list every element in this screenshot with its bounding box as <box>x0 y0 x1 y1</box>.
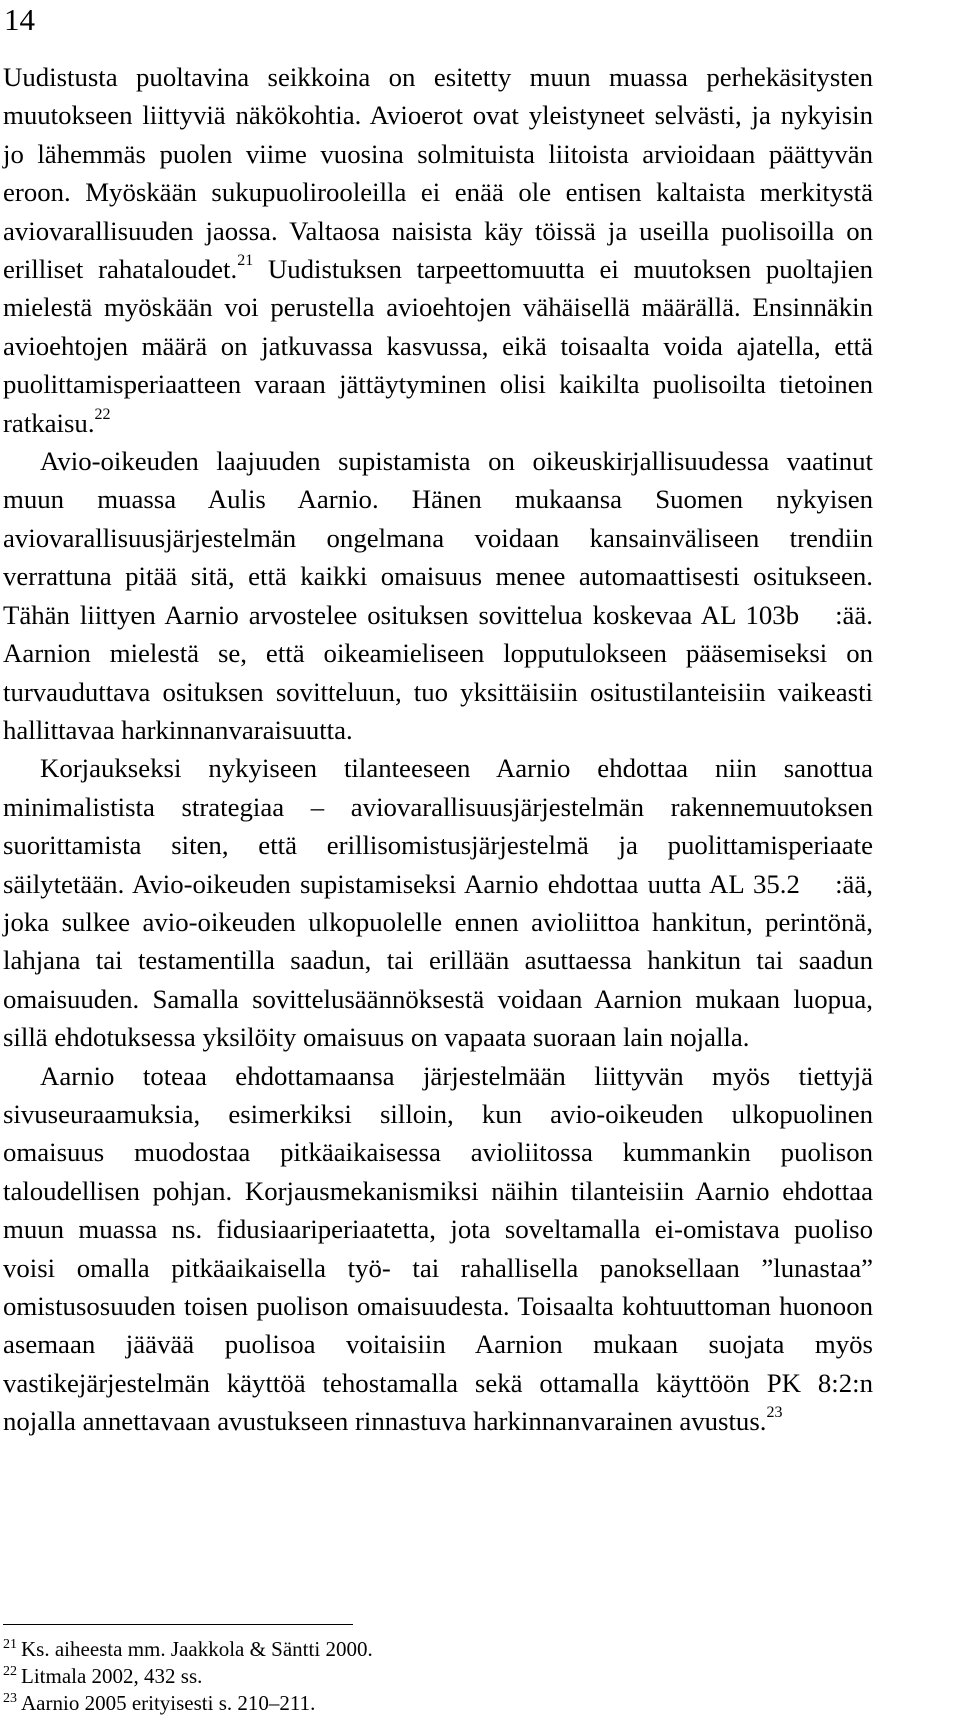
footnote-divider <box>3 1624 353 1625</box>
footnote-number: 21 <box>3 1637 17 1652</box>
footnote-text: Aarnio 2005 erityisesti s. 210–211. <box>21 1691 316 1715</box>
footnote <box>3 1636 873 1663</box>
text-run: Uudistusta puoltavina seikkoina on esitetty muun muassa perhekäsitysten muutokseen liittyviä näkökohtia. Avioerot ovat yleistyneet selvästi, ja nykyisin jo lähemmäs puolen viime vuosina solmituista liitoista arvioidaan päättyvän eroon. Myöskään sukupuolirooleilla ei enää ole entisen kaltaista merkitystä aviovarallisuuden jaossa. Valtaosa naisista käy töissä ja useilla puolisoilla on erilliset rahataloudet. <box>3 62 873 285</box>
text-run: Avio-oikeuden laajuuden supistamista on oikeuskirjallisuudessa vaatinut muun muassa Aulis Aarnio. Hänen mukaansa Suomen nykyisen aviovarallisuusjärjestelmän ongelmana voidaan kansainväliseen trendiin verrattuna pitää sitä, että kaikki omaisuus menee automaattisesti ositukseen. Tähän liittyen Aarnio arvostelee osituksen sovittelua koskevaa AL 103b <box>3 446 873 630</box>
text-run: :ää. Aarnion mielestä se, että oikeamieliseen lopputulokseen pääsemiseksi on turvauduttava osituksen sovitteluun, tuo yksittäisiin ositustilanteisiin vaikeasti hallittavaa harkinnanvaraisuutta. <box>3 599 873 745</box>
page-number: 14 <box>4 2 35 37</box>
footnote-text: Litmala 2002, 432 ss. <box>21 1664 203 1688</box>
footnote-reference: 23 <box>766 1404 783 1422</box>
text-run: :ää, joka sulkee avio-oikeuden ulkopuolelle ennen avioliittoa hankitun, perintönä, lahjana tai testamentilla saadun, tai erillään asuttaessa hankitun tai saadun omaisuuden. Samalla sovittelusäännöksestä voidaan Aarnion mukaan luopua, sillä ehdotuksessa yksilöity omaisuus on vapaata suoraan lain nojalla. <box>3 868 873 1053</box>
footnotes <box>3 1636 873 1717</box>
footnote-text: Ks. aiheesta mm. Jaakkola & Säntti 2000. <box>21 1637 373 1661</box>
paragraph <box>3 749 873 1056</box>
body-text <box>3 58 873 1441</box>
text-run: Aarnio toteaa ehdottamaansa järjestelmään liittyvän myös tiettyjä sivuseuraamuksia, esimerkiksi silloin, kun avio-oikeuden ulkopuolinen omaisuus muodostaa pitkäaikaisessa avioliitossa kummankin puolison taloudellisen pohjan. Korjausmekanismiksi näihin tilanteisiin Aarnio ehdottaa muun muassa ns. fidusiaariperiaatetta, jota soveltamalla ei-omistava puoliso voisi omalla pitkäaikaisella työ- tai rahallisella panoksellaan ”lunastaa” omistusosuuden toisen puolison omaisuudesta. Toisaalta kohtuuttoman huonoon asemaan jäävää puolisoa voitaisiin Aarnion mukaan suojata myös vastikejärjestelmän käyttöä tehostamalla sekä ottamalla käyttöön PK 8:2:n nojalla annettavaan avustukseen rinnastuva harkinnanvarainen avustus. <box>3 1060 873 1437</box>
footnote-number: 22 <box>3 1664 17 1679</box>
paragraph <box>3 1057 873 1441</box>
text-run: Korjaukseksi nykyiseen tilanteeseen Aarnio ehdottaa niin sanottua minimalistista strategiaa – aviovarallisuusjärjestelmän rakennemuutoksen suorittamista siten, että erillisomistusjärjestelmä ja puolittamisperiaate säilytetään. Avio-oikeuden supistamiseksi Aarnio ehdottaa uutta AL 35.2 <box>3 753 873 899</box>
footnote-number: 23 <box>3 1691 17 1706</box>
footnote-reference: 21 <box>237 252 254 270</box>
footnote-reference: 22 <box>94 405 111 423</box>
footnote <box>3 1690 873 1717</box>
text-run: Uudistuksen tarpeettomuutta ei muutoksen puoltajien mielestä myöskään voi perustella avioehtojen vähäisellä määrällä. Ensinnäkin avioehtojen määrä on jatkuvassa kasvussa, eikä toisaalta voida ajatella, että puolittamisperiaatteen varaan jättäytyminen olisi kaikilta puolisoilta tietoinen ratkaisu. <box>3 254 873 438</box>
paragraph <box>3 58 873 442</box>
paragraph <box>3 442 873 749</box>
footnote <box>3 1663 873 1690</box>
